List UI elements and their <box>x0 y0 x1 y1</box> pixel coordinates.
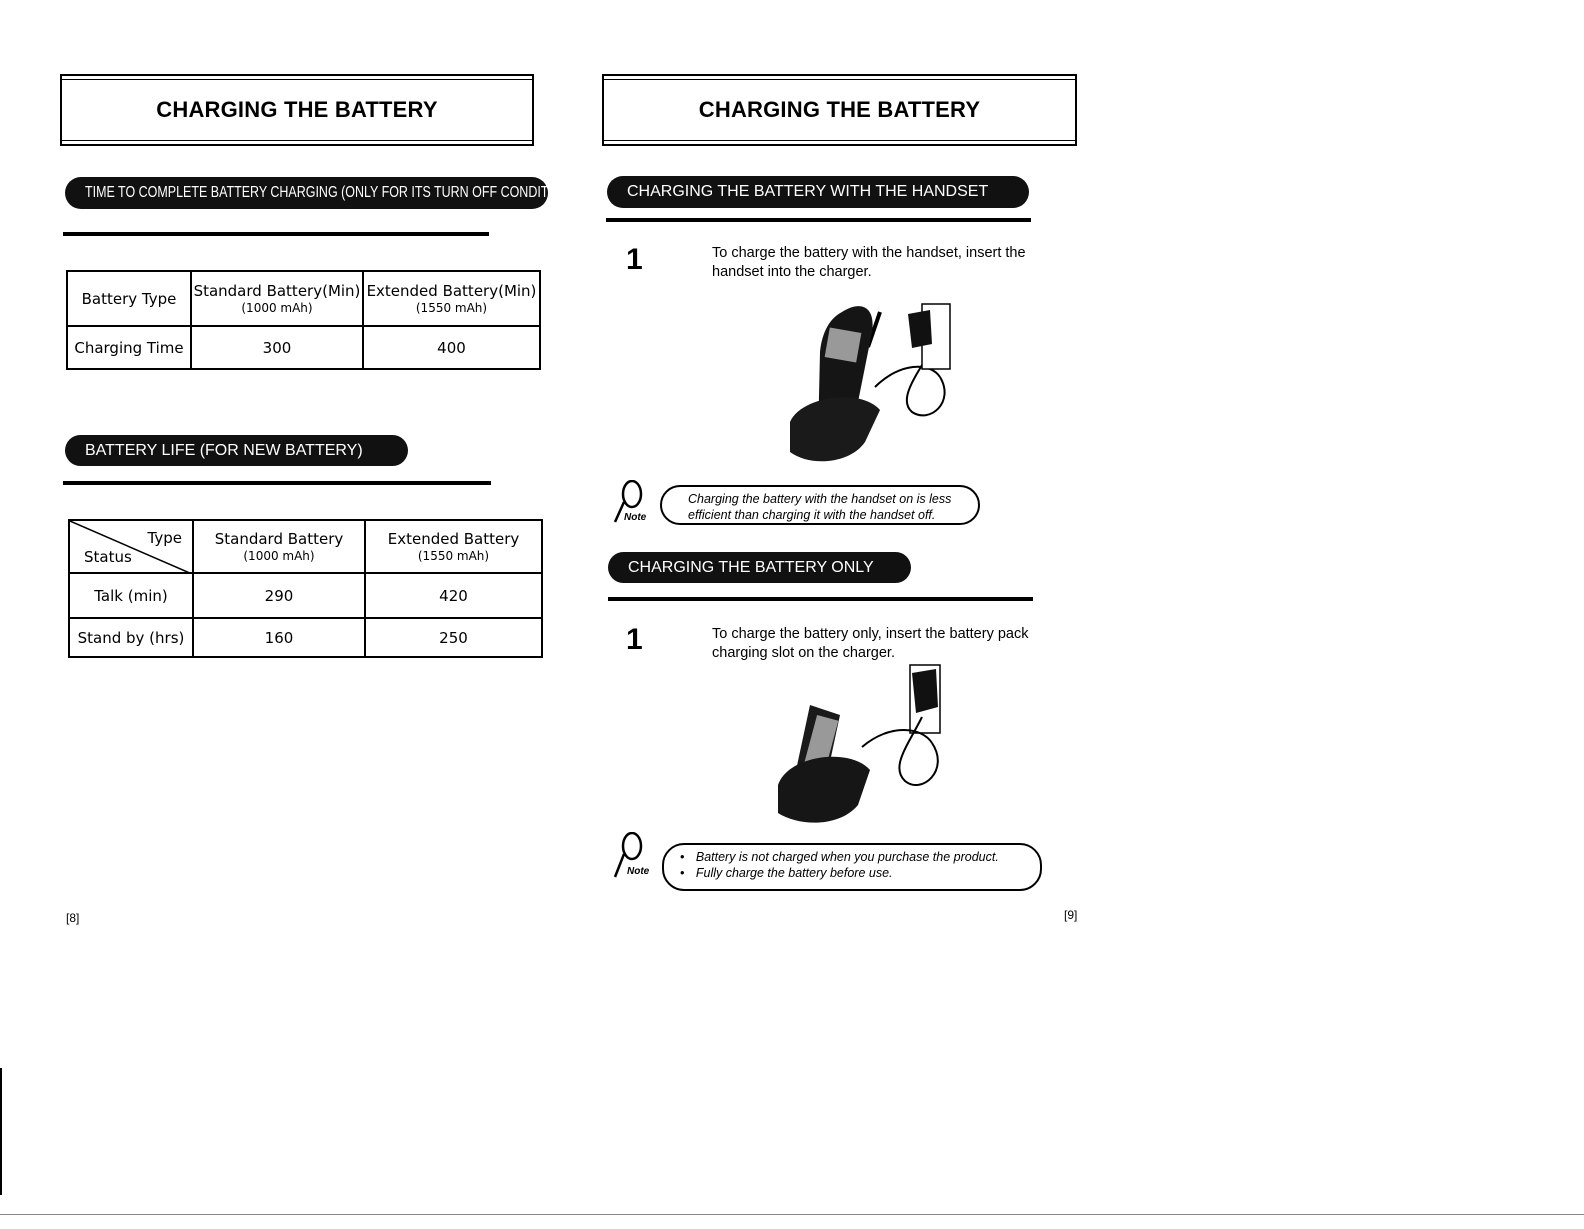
table-header-cell <box>191 271 363 326</box>
step-number: 1 <box>626 623 643 656</box>
note-item-text: Fully charge the battery before use. <box>695 866 893 880</box>
table-cell: 300 <box>191 326 363 369</box>
table-row-label: Charging Time <box>67 326 191 369</box>
note-list-item: • Fully charge the battery before use. <box>680 866 893 880</box>
charging-time-table <box>66 270 541 370</box>
note-label: Note <box>624 512 647 523</box>
header-sub-label: (1000 mAh) <box>243 549 315 563</box>
note-bubble <box>662 843 1042 891</box>
header-label: Extended Battery <box>387 530 520 548</box>
corner-status-label: Status <box>84 548 132 566</box>
section-heading-label: CHARGING THE BATTERY ONLY <box>628 558 874 576</box>
note-icon <box>612 832 652 887</box>
header-sub-label: (1000 mAh) <box>241 301 313 315</box>
table-corner-cell <box>69 520 193 573</box>
section-heading-charging-time <box>65 177 575 209</box>
section-heading-label: CHARGING THE BATTERY WITH THE HANDSET <box>627 183 989 200</box>
note-label: Note <box>627 866 650 877</box>
right-title-box <box>602 74 1077 146</box>
header-sub-label: (1550 mAh) <box>417 549 490 563</box>
handset-charger-illustration <box>780 292 970 467</box>
section-heading-label: BATTERY LIFE (FOR NEW BATTERY) <box>85 441 363 459</box>
scan-edge-line <box>0 1068 2 1195</box>
table-cell: 160 <box>193 618 365 657</box>
note-text: Charging the battery with the handset on is less efficient than charging it with the handset off. <box>688 492 952 522</box>
table-row-label: Talk (min) <box>69 573 193 618</box>
note-bubble <box>660 485 980 525</box>
battery-life-table <box>68 519 543 658</box>
page-number-left: [8] <box>66 911 80 925</box>
note-item-text: Battery is not charged when you purchase the product. <box>695 850 999 864</box>
header-sub-label: (1550 mAh) <box>415 301 488 315</box>
section-divider <box>63 232 489 236</box>
corner-type-label: Type <box>147 529 182 547</box>
table-cell: 290 <box>193 573 365 618</box>
table-row-label: Stand by (hrs) <box>69 618 193 657</box>
note-list-item: • Battery is not charged when you purchase the product. <box>680 850 999 864</box>
note-icon <box>612 480 652 531</box>
step-instruction: To charge the battery with the handset, insert the handset into the charger. <box>712 245 1026 280</box>
section-divider <box>63 481 491 485</box>
table-header-cell: Battery Type <box>67 271 191 326</box>
section-heading-label: TIME TO COMPLETE BATTERY CHARGING (ONLY FOR ITS TURN OFF CONDITION) <box>85 184 575 201</box>
table-cell: 250 <box>365 618 542 657</box>
table-cell: 420 <box>365 573 542 618</box>
left-title-box <box>60 74 534 146</box>
section-heading-battery-life <box>65 435 408 466</box>
section-heading-handset <box>607 176 1029 208</box>
table-header-cell <box>365 520 542 573</box>
battery-charger-illustration <box>770 655 970 830</box>
section-divider <box>608 597 1033 601</box>
page-title: CHARGING THE BATTERY <box>156 97 438 122</box>
step-instruction: To charge the battery only, insert the battery pack charging slot on the charger. <box>712 626 1029 661</box>
table-header-cell <box>363 271 540 326</box>
step-number: 1 <box>626 243 643 276</box>
header-label: Standard Battery <box>214 530 344 548</box>
section-heading-battery-only <box>608 552 911 583</box>
header-label: Standard Battery(Min) <box>193 282 361 300</box>
scan-edge-line <box>0 1214 1584 1215</box>
page-number-right: [9] <box>1064 908 1078 922</box>
section-divider <box>606 218 1031 222</box>
table-cell: 400 <box>363 326 540 369</box>
table-header-cell <box>193 520 365 573</box>
page-title: CHARGING THE BATTERY <box>698 97 981 122</box>
header-label: Extended Battery(Min) <box>366 282 537 300</box>
